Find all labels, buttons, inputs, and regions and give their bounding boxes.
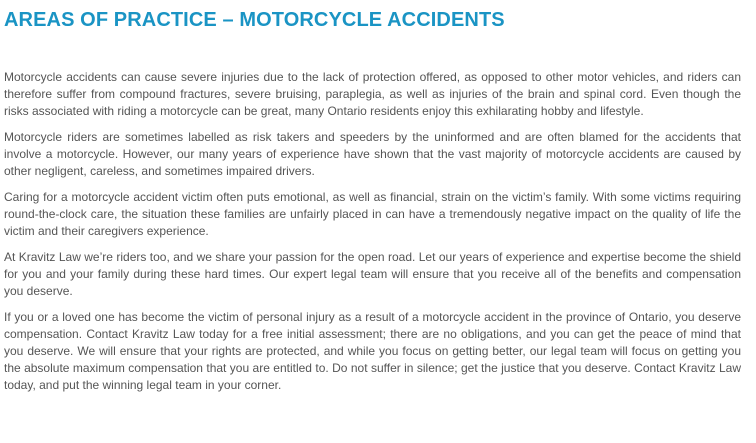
paragraph-riders-blamed: Motorcycle riders are sometimes labelled as risk takers and speeders by the uninformed and are often blamed for the accidents that involve a motorcycle. However, our many years of experience have shown that the vast majority of motorcycle accidents are caused by other negligent, careless, and sometimes impaired drivers. <box>4 130 741 178</box>
page-title: AREAS OF PRACTICE – MOTORCYCLE ACCIDENTS <box>4 9 505 31</box>
paragraph-family-strain: Caring for a motorcycle accident victim often puts emotional, as well as financial, strain on the victim’s family. With some victims requiring round-the-clock care, the situation these families are unfairly placed in can have a tremendously negative impact on the quality of life the victim and their caregivers experience. <box>4 190 741 238</box>
paragraph-contact: If you or a loved one has become the victim of personal injury as a result of a motorcycle accident in the province of Ontario, you deserve compensation. Contact Kravitz Law today for a free initial assessment; there are no obligations, and you can get the peace of mind that you deserve. We will ensure that your rights are protected, and while you focus on getting better, our legal team will focus on getting you the absolute maximum compensation that you are entitled to. Do not suffer in silence; get the justice that you deserve. Contact Kravitz Law today, and put the winning legal team in your corner. <box>4 310 741 392</box>
article-body <box>4 69 741 403</box>
paragraph-injuries: Motorcycle accidents can cause severe injuries due to the lack of protection offered, as opposed to other motor vehicles, and riders can therefore suffer from compound fractures, severe bruising, paraplegia, as well as injuries of the brain and spinal cord. Even though the risks associated with riding a motorcycle can be great, many Ontario residents enjoy this exhilarating hobby and lifestyle. <box>4 70 741 118</box>
paragraph-kravitz-riders: At Kravitz Law we’re riders too, and we share your passion for the open road. Let our years of experience and expertise become the shield for you and your family during these hard times. Our expert legal team will ensure that you receive all of the benefits and compensation you deserve. <box>4 250 741 298</box>
